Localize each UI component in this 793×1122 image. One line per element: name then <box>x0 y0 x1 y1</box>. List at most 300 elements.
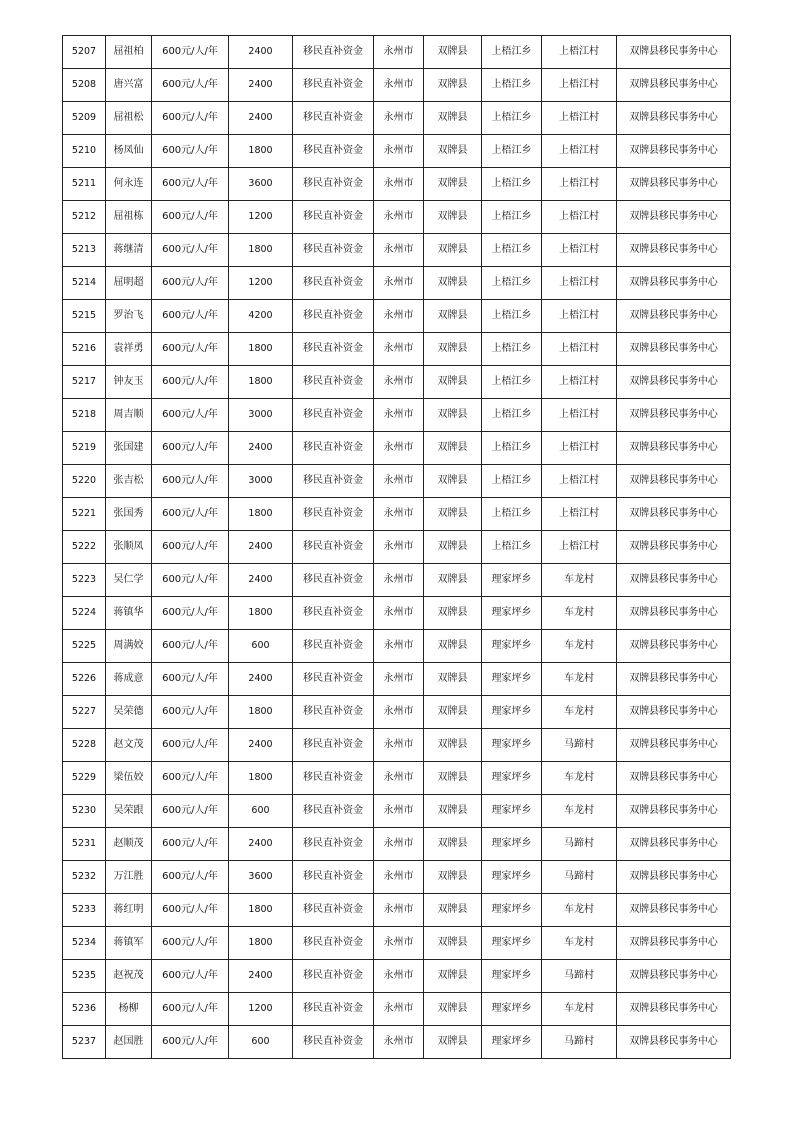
cell-name: 钟友玉 <box>106 366 152 399</box>
cell-village: 上梧江村 <box>542 69 617 102</box>
cell-serial-number: 5224 <box>63 597 106 630</box>
cell-fund-type: 移民直补资金 <box>293 531 374 564</box>
cell-city: 永州市 <box>374 432 424 465</box>
cell-fund-type: 移民直补资金 <box>293 399 374 432</box>
cell-subsidy-standard: 600元/人/年 <box>152 630 229 663</box>
cell-serial-number: 5232 <box>63 861 106 894</box>
cell-subsidy-standard: 600元/人/年 <box>152 960 229 993</box>
cell-amount: 1800 <box>229 762 293 795</box>
cell-serial-number: 5217 <box>63 366 106 399</box>
cell-name: 赵文茂 <box>106 729 152 762</box>
cell-name: 唐兴富 <box>106 69 152 102</box>
cell-county: 双牌县 <box>424 927 482 960</box>
table-row <box>63 267 731 300</box>
cell-issuing-unit: 双牌县移民事务中心 <box>617 168 731 201</box>
cell-township: 理家坪乡 <box>482 1026 542 1059</box>
cell-township: 上梧江乡 <box>482 531 542 564</box>
cell-issuing-unit: 双牌县移民事务中心 <box>617 234 731 267</box>
cell-amount: 1800 <box>229 597 293 630</box>
cell-fund-type: 移民直补资金 <box>293 366 374 399</box>
cell-city: 永州市 <box>374 729 424 762</box>
cell-city: 永州市 <box>374 927 424 960</box>
cell-amount: 2400 <box>229 729 293 762</box>
cell-county: 双牌县 <box>424 729 482 762</box>
cell-village: 车龙村 <box>542 630 617 663</box>
cell-subsidy-standard: 600元/人/年 <box>152 300 229 333</box>
cell-amount: 2400 <box>229 828 293 861</box>
cell-township: 上梧江乡 <box>482 69 542 102</box>
cell-city: 永州市 <box>374 861 424 894</box>
cell-amount: 3600 <box>229 861 293 894</box>
table-row <box>63 663 731 696</box>
cell-subsidy-standard: 600元/人/年 <box>152 894 229 927</box>
cell-county: 双牌县 <box>424 795 482 828</box>
cell-county: 双牌县 <box>424 333 482 366</box>
cell-fund-type: 移民直补资金 <box>293 36 374 69</box>
cell-amount: 3600 <box>229 168 293 201</box>
cell-fund-type: 移民直补资金 <box>293 993 374 1026</box>
cell-issuing-unit: 双牌县移民事务中心 <box>617 300 731 333</box>
cell-subsidy-standard: 600元/人/年 <box>152 729 229 762</box>
cell-amount: 2400 <box>229 432 293 465</box>
cell-name: 张国建 <box>106 432 152 465</box>
cell-subsidy-standard: 600元/人/年 <box>152 795 229 828</box>
cell-amount: 1800 <box>229 366 293 399</box>
cell-issuing-unit: 双牌县移民事务中心 <box>617 531 731 564</box>
table-row <box>63 861 731 894</box>
cell-issuing-unit: 双牌县移民事务中心 <box>617 696 731 729</box>
cell-township: 上梧江乡 <box>482 201 542 234</box>
cell-name: 周吉顺 <box>106 399 152 432</box>
table-row <box>63 69 731 102</box>
table-row <box>63 597 731 630</box>
cell-name: 赵祝茂 <box>106 960 152 993</box>
cell-fund-type: 移民直补资金 <box>293 729 374 762</box>
cell-issuing-unit: 双牌县移民事务中心 <box>617 36 731 69</box>
cell-city: 永州市 <box>374 696 424 729</box>
cell-issuing-unit: 双牌县移民事务中心 <box>617 102 731 135</box>
cell-name: 屈明超 <box>106 267 152 300</box>
cell-name: 屈祖栋 <box>106 201 152 234</box>
cell-village: 上梧江村 <box>542 102 617 135</box>
cell-county: 双牌县 <box>424 267 482 300</box>
cell-village: 车龙村 <box>542 663 617 696</box>
cell-serial-number: 5222 <box>63 531 106 564</box>
cell-village: 上梧江村 <box>542 36 617 69</box>
cell-county: 双牌县 <box>424 597 482 630</box>
cell-village: 车龙村 <box>542 597 617 630</box>
cell-village: 上梧江村 <box>542 135 617 168</box>
table-row <box>63 36 731 69</box>
cell-fund-type: 移民直补资金 <box>293 1026 374 1059</box>
cell-fund-type: 移民直补资金 <box>293 894 374 927</box>
table-row <box>63 531 731 564</box>
cell-amount: 1800 <box>229 696 293 729</box>
cell-subsidy-standard: 600元/人/年 <box>152 597 229 630</box>
cell-issuing-unit: 双牌县移民事务中心 <box>617 69 731 102</box>
cell-township: 上梧江乡 <box>482 234 542 267</box>
cell-issuing-unit: 双牌县移民事务中心 <box>617 333 731 366</box>
cell-amount: 2400 <box>229 960 293 993</box>
cell-amount: 1800 <box>229 135 293 168</box>
cell-amount: 2400 <box>229 102 293 135</box>
cell-fund-type: 移民直补资金 <box>293 630 374 663</box>
cell-township: 理家坪乡 <box>482 696 542 729</box>
cell-issuing-unit: 双牌县移民事务中心 <box>617 762 731 795</box>
cell-city: 永州市 <box>374 630 424 663</box>
cell-name: 蒋镇军 <box>106 927 152 960</box>
cell-village: 车龙村 <box>542 894 617 927</box>
cell-issuing-unit: 双牌县移民事务中心 <box>617 729 731 762</box>
cell-name: 袁祥勇 <box>106 333 152 366</box>
cell-serial-number: 5208 <box>63 69 106 102</box>
cell-issuing-unit: 双牌县移民事务中心 <box>617 399 731 432</box>
table-row <box>63 927 731 960</box>
cell-village: 上梧江村 <box>542 333 617 366</box>
cell-city: 永州市 <box>374 465 424 498</box>
cell-subsidy-standard: 600元/人/年 <box>152 102 229 135</box>
cell-city: 永州市 <box>374 69 424 102</box>
cell-township: 上梧江乡 <box>482 102 542 135</box>
cell-fund-type: 移民直补资金 <box>293 663 374 696</box>
cell-township: 上梧江乡 <box>482 36 542 69</box>
cell-serial-number: 5218 <box>63 399 106 432</box>
cell-fund-type: 移民直补资金 <box>293 102 374 135</box>
cell-fund-type: 移民直补资金 <box>293 234 374 267</box>
cell-fund-type: 移民直补资金 <box>293 960 374 993</box>
cell-city: 永州市 <box>374 102 424 135</box>
cell-amount: 1800 <box>229 234 293 267</box>
cell-serial-number: 5213 <box>63 234 106 267</box>
cell-subsidy-standard: 600元/人/年 <box>152 828 229 861</box>
table-row <box>63 201 731 234</box>
cell-village: 上梧江村 <box>542 267 617 300</box>
cell-county: 双牌县 <box>424 663 482 696</box>
table-row <box>63 960 731 993</box>
cell-county: 双牌县 <box>424 432 482 465</box>
cell-township: 理家坪乡 <box>482 597 542 630</box>
cell-city: 永州市 <box>374 168 424 201</box>
cell-village: 上梧江村 <box>542 432 617 465</box>
cell-subsidy-standard: 600元/人/年 <box>152 1026 229 1059</box>
cell-issuing-unit: 双牌县移民事务中心 <box>617 894 731 927</box>
cell-county: 双牌县 <box>424 135 482 168</box>
cell-subsidy-standard: 600元/人/年 <box>152 399 229 432</box>
cell-village: 车龙村 <box>542 696 617 729</box>
cell-subsidy-standard: 600元/人/年 <box>152 465 229 498</box>
cell-city: 永州市 <box>374 366 424 399</box>
cell-serial-number: 5237 <box>63 1026 106 1059</box>
table-row <box>63 828 731 861</box>
cell-fund-type: 移民直补资金 <box>293 465 374 498</box>
cell-subsidy-standard: 600元/人/年 <box>152 234 229 267</box>
cell-subsidy-standard: 600元/人/年 <box>152 36 229 69</box>
cell-amount: 2400 <box>229 36 293 69</box>
cell-serial-number: 5230 <box>63 795 106 828</box>
cell-county: 双牌县 <box>424 498 482 531</box>
cell-township: 上梧江乡 <box>482 432 542 465</box>
cell-county: 双牌县 <box>424 168 482 201</box>
cell-name: 万江胜 <box>106 861 152 894</box>
cell-city: 永州市 <box>374 300 424 333</box>
cell-township: 理家坪乡 <box>482 630 542 663</box>
cell-name: 蒋镇华 <box>106 597 152 630</box>
cell-county: 双牌县 <box>424 531 482 564</box>
cell-city: 永州市 <box>374 201 424 234</box>
cell-issuing-unit: 双牌县移民事务中心 <box>617 432 731 465</box>
cell-city: 永州市 <box>374 564 424 597</box>
cell-issuing-unit: 双牌县移民事务中心 <box>617 828 731 861</box>
cell-issuing-unit: 双牌县移民事务中心 <box>617 795 731 828</box>
cell-township: 理家坪乡 <box>482 795 542 828</box>
cell-name: 周满姣 <box>106 630 152 663</box>
cell-township: 上梧江乡 <box>482 267 542 300</box>
cell-serial-number: 5214 <box>63 267 106 300</box>
cell-fund-type: 移民直补资金 <box>293 861 374 894</box>
cell-amount: 2400 <box>229 69 293 102</box>
cell-serial-number: 5227 <box>63 696 106 729</box>
cell-amount: 2400 <box>229 663 293 696</box>
cell-township: 上梧江乡 <box>482 300 542 333</box>
cell-amount: 2400 <box>229 531 293 564</box>
cell-township: 上梧江乡 <box>482 333 542 366</box>
cell-name: 张吉松 <box>106 465 152 498</box>
cell-subsidy-standard: 600元/人/年 <box>152 498 229 531</box>
cell-fund-type: 移民直补资金 <box>293 597 374 630</box>
cell-serial-number: 5210 <box>63 135 106 168</box>
cell-village: 上梧江村 <box>542 498 617 531</box>
cell-township: 理家坪乡 <box>482 663 542 696</box>
cell-township: 理家坪乡 <box>482 828 542 861</box>
cell-village: 上梧江村 <box>542 366 617 399</box>
cell-amount: 1200 <box>229 201 293 234</box>
cell-village: 马蹄村 <box>542 861 617 894</box>
cell-serial-number: 5207 <box>63 36 106 69</box>
table-row <box>63 366 731 399</box>
cell-name: 吴荣跟 <box>106 795 152 828</box>
cell-village: 车龙村 <box>542 795 617 828</box>
cell-township: 上梧江乡 <box>482 135 542 168</box>
cell-issuing-unit: 双牌县移民事务中心 <box>617 498 731 531</box>
table-row <box>63 333 731 366</box>
cell-subsidy-standard: 600元/人/年 <box>152 762 229 795</box>
cell-amount: 3000 <box>229 399 293 432</box>
cell-city: 永州市 <box>374 597 424 630</box>
cell-village: 上梧江村 <box>542 300 617 333</box>
cell-city: 永州市 <box>374 135 424 168</box>
cell-serial-number: 5236 <box>63 993 106 1026</box>
table-row <box>63 135 731 168</box>
cell-name: 蒋继清 <box>106 234 152 267</box>
cell-name: 何永连 <box>106 168 152 201</box>
cell-county: 双牌县 <box>424 993 482 1026</box>
cell-name: 杨柳 <box>106 993 152 1026</box>
cell-issuing-unit: 双牌县移民事务中心 <box>617 861 731 894</box>
cell-fund-type: 移民直补资金 <box>293 762 374 795</box>
cell-city: 永州市 <box>374 36 424 69</box>
cell-village: 上梧江村 <box>542 201 617 234</box>
cell-fund-type: 移民直补资金 <box>293 201 374 234</box>
table-row <box>63 234 731 267</box>
cell-township: 上梧江乡 <box>482 366 542 399</box>
cell-subsidy-standard: 600元/人/年 <box>152 333 229 366</box>
cell-serial-number: 5211 <box>63 168 106 201</box>
cell-city: 永州市 <box>374 795 424 828</box>
table-row <box>63 729 731 762</box>
cell-name: 赵国胜 <box>106 1026 152 1059</box>
cell-subsidy-standard: 600元/人/年 <box>152 135 229 168</box>
cell-village: 上梧江村 <box>542 168 617 201</box>
cell-city: 永州市 <box>374 333 424 366</box>
cell-village: 上梧江村 <box>542 234 617 267</box>
cell-village: 马蹄村 <box>542 828 617 861</box>
cell-township: 上梧江乡 <box>482 399 542 432</box>
cell-county: 双牌县 <box>424 465 482 498</box>
cell-township: 理家坪乡 <box>482 762 542 795</box>
cell-name: 屈祖松 <box>106 102 152 135</box>
cell-county: 双牌县 <box>424 201 482 234</box>
cell-subsidy-standard: 600元/人/年 <box>152 267 229 300</box>
cell-amount: 1800 <box>229 894 293 927</box>
table-row <box>63 168 731 201</box>
cell-issuing-unit: 双牌县移民事务中心 <box>617 366 731 399</box>
cell-amount: 1800 <box>229 498 293 531</box>
cell-fund-type: 移民直补资金 <box>293 432 374 465</box>
cell-township: 理家坪乡 <box>482 894 542 927</box>
cell-subsidy-standard: 600元/人/年 <box>152 168 229 201</box>
table-row <box>63 465 731 498</box>
cell-city: 永州市 <box>374 960 424 993</box>
cell-county: 双牌县 <box>424 861 482 894</box>
cell-fund-type: 移民直补资金 <box>293 498 374 531</box>
cell-name: 蒋红明 <box>106 894 152 927</box>
cell-serial-number: 5226 <box>63 663 106 696</box>
cell-city: 永州市 <box>374 828 424 861</box>
table-row <box>63 102 731 135</box>
cell-township: 上梧江乡 <box>482 168 542 201</box>
cell-township: 理家坪乡 <box>482 861 542 894</box>
cell-fund-type: 移民直补资金 <box>293 69 374 102</box>
table-row <box>63 399 731 432</box>
cell-amount: 3000 <box>229 465 293 498</box>
cell-village: 马蹄村 <box>542 1026 617 1059</box>
cell-fund-type: 移民直补资金 <box>293 267 374 300</box>
cell-serial-number: 5212 <box>63 201 106 234</box>
cell-serial-number: 5231 <box>63 828 106 861</box>
cell-county: 双牌县 <box>424 894 482 927</box>
cell-village: 上梧江村 <box>542 531 617 564</box>
cell-amount: 600 <box>229 630 293 663</box>
cell-fund-type: 移民直补资金 <box>293 564 374 597</box>
cell-township: 理家坪乡 <box>482 564 542 597</box>
cell-township: 上梧江乡 <box>482 498 542 531</box>
cell-name: 蒋成意 <box>106 663 152 696</box>
cell-township: 理家坪乡 <box>482 927 542 960</box>
table-row <box>63 894 731 927</box>
cell-fund-type: 移民直补资金 <box>293 927 374 960</box>
cell-subsidy-standard: 600元/人/年 <box>152 432 229 465</box>
cell-fund-type: 移民直补资金 <box>293 168 374 201</box>
cell-serial-number: 5228 <box>63 729 106 762</box>
cell-fund-type: 移民直补资金 <box>293 333 374 366</box>
cell-township: 理家坪乡 <box>482 960 542 993</box>
cell-serial-number: 5233 <box>63 894 106 927</box>
cell-issuing-unit: 双牌县移民事务中心 <box>617 927 731 960</box>
cell-city: 永州市 <box>374 234 424 267</box>
cell-name: 杨凤仙 <box>106 135 152 168</box>
cell-county: 双牌县 <box>424 102 482 135</box>
cell-fund-type: 移民直补资金 <box>293 135 374 168</box>
table-row <box>63 696 731 729</box>
cell-serial-number: 5234 <box>63 927 106 960</box>
cell-issuing-unit: 双牌县移民事务中心 <box>617 993 731 1026</box>
table-row <box>63 498 731 531</box>
cell-amount: 1200 <box>229 267 293 300</box>
cell-serial-number: 5220 <box>63 465 106 498</box>
cell-issuing-unit: 双牌县移民事务中心 <box>617 597 731 630</box>
cell-city: 永州市 <box>374 663 424 696</box>
cell-city: 永州市 <box>374 762 424 795</box>
cell-amount: 1800 <box>229 927 293 960</box>
cell-subsidy-standard: 600元/人/年 <box>152 366 229 399</box>
cell-serial-number: 5215 <box>63 300 106 333</box>
cell-county: 双牌县 <box>424 1026 482 1059</box>
cell-amount: 2400 <box>229 564 293 597</box>
cell-issuing-unit: 双牌县移民事务中心 <box>617 630 731 663</box>
subsidy-table <box>62 35 731 1059</box>
cell-subsidy-standard: 600元/人/年 <box>152 861 229 894</box>
cell-subsidy-standard: 600元/人/年 <box>152 663 229 696</box>
table-row <box>63 762 731 795</box>
table-row <box>63 993 731 1026</box>
table-row <box>63 300 731 333</box>
cell-village: 上梧江村 <box>542 399 617 432</box>
cell-village: 车龙村 <box>542 927 617 960</box>
cell-serial-number: 5225 <box>63 630 106 663</box>
cell-serial-number: 5209 <box>63 102 106 135</box>
cell-subsidy-standard: 600元/人/年 <box>152 201 229 234</box>
cell-subsidy-standard: 600元/人/年 <box>152 69 229 102</box>
cell-issuing-unit: 双牌县移民事务中心 <box>617 1026 731 1059</box>
cell-city: 永州市 <box>374 498 424 531</box>
cell-village: 马蹄村 <box>542 960 617 993</box>
cell-issuing-unit: 双牌县移民事务中心 <box>617 135 731 168</box>
cell-county: 双牌县 <box>424 399 482 432</box>
cell-serial-number: 5235 <box>63 960 106 993</box>
cell-serial-number: 5223 <box>63 564 106 597</box>
cell-issuing-unit: 双牌县移民事务中心 <box>617 465 731 498</box>
cell-fund-type: 移民直补资金 <box>293 300 374 333</box>
cell-issuing-unit: 双牌县移民事务中心 <box>617 960 731 993</box>
cell-city: 永州市 <box>374 894 424 927</box>
cell-name: 罗治飞 <box>106 300 152 333</box>
cell-county: 双牌县 <box>424 762 482 795</box>
cell-issuing-unit: 双牌县移民事务中心 <box>617 267 731 300</box>
table-row <box>63 432 731 465</box>
cell-village: 上梧江村 <box>542 465 617 498</box>
cell-fund-type: 移民直补资金 <box>293 696 374 729</box>
cell-village: 车龙村 <box>542 762 617 795</box>
cell-county: 双牌县 <box>424 366 482 399</box>
cell-county: 双牌县 <box>424 564 482 597</box>
cell-village: 马蹄村 <box>542 729 617 762</box>
cell-amount: 1800 <box>229 333 293 366</box>
cell-village: 车龙村 <box>542 993 617 1026</box>
cell-township: 上梧江乡 <box>482 465 542 498</box>
cell-county: 双牌县 <box>424 696 482 729</box>
cell-name: 屈祖柏 <box>106 36 152 69</box>
cell-name: 吴仁学 <box>106 564 152 597</box>
